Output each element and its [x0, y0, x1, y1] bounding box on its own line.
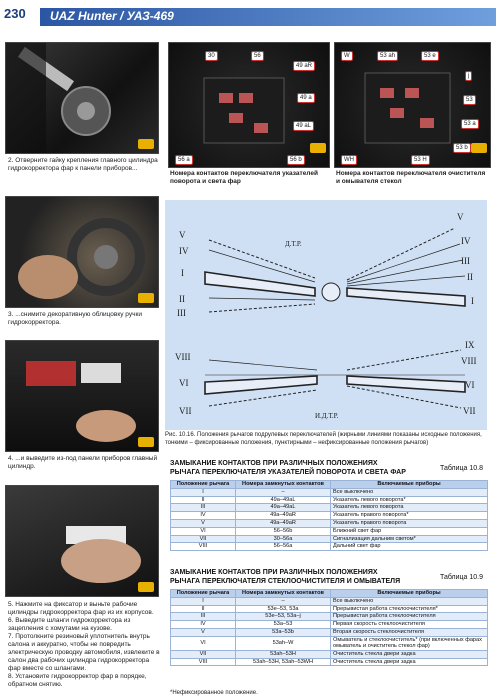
nut-wrench-illustration — [6, 43, 158, 153]
lever-position-label: I — [181, 268, 184, 278]
table-cell: – — [236, 597, 331, 605]
contact-label: j — [465, 71, 472, 81]
footnote: *Нефиксированное положение. — [170, 690, 258, 696]
table-header: Положение рычага — [171, 481, 236, 489]
table-cell: Указатель левого поворота — [331, 504, 488, 512]
table-cell: Омыватель и стеклоочиститель* (при включенных фарах омыватель и очиститель стекол фар) — [331, 636, 488, 650]
photo-marker-icon — [138, 437, 154, 447]
table-cell: – — [236, 488, 331, 496]
table-cell: 53ah–53H — [236, 650, 331, 658]
lever-position-label: I — [471, 296, 474, 306]
lever-position-label: II — [467, 272, 473, 282]
table-cell: 53a–53 — [236, 621, 331, 629]
table-header: Включаемые приборы — [331, 481, 488, 489]
table-header: Номера замкнутых контактов — [236, 590, 331, 598]
table-cell: Все выключено — [331, 597, 488, 605]
table-10-8-title-line2: РЫЧАГА ПЕРЕКЛЮЧАТЕЛЯ УКАЗАТЕЛЕЙ ПОВОРОТА И СВЕТА ФАР — [170, 469, 406, 476]
table-cell: Очиститель стекла двери задка — [331, 658, 488, 666]
photo-step-4 — [5, 340, 159, 452]
table-row — [171, 519, 488, 527]
table-header: Включаемые приборы — [331, 590, 488, 598]
table-row — [171, 605, 488, 613]
photo-step-5 — [5, 485, 159, 597]
figure-caption: Рис. 10.16. Положения рычагов подрулевых переключателей (жирными линиями показаны исходные положения, тонкими – фиксированные положения, пунктирными – нефиксированные положения рычагов) — [165, 432, 482, 446]
left-switch-caption: Номера контактов переключателя указателей поворота и света фар — [170, 170, 318, 185]
lever-position-label: IX — [465, 340, 475, 350]
table-row — [171, 535, 488, 543]
table-10-9-title-line2: РЫЧАГА ПЕРЕКЛЮЧАТЕЛЯ СТЕКЛООЧИСТИТЕЛЯ И ОМЫВАТЕЛЯ — [170, 578, 401, 585]
table-row — [171, 636, 488, 650]
photo-marker-icon — [471, 143, 487, 153]
step-4-text: 4. ...и выведите из-под панели приборов главный цилиндр. — [8, 455, 158, 470]
table-cell: Указатель левого поворота* — [331, 496, 488, 504]
table-cell: VII — [171, 650, 236, 658]
table-cell: VI — [171, 527, 236, 535]
step-5-text: 5. Нажмите на фиксатор и выньте рабочие цилиндры гидрокорректора фар из их корпусов. — [8, 601, 154, 616]
table-cell: II — [171, 496, 236, 504]
photo-marker-icon — [138, 139, 154, 149]
table-cell: 30–56a — [236, 535, 331, 543]
table-cell: III — [171, 613, 236, 621]
photo-marker-icon — [138, 582, 154, 592]
table-row — [171, 488, 488, 496]
table-cell: Дальний свет фар — [331, 543, 488, 551]
right-switch-caption: Номера контактов переключателя очистителя и омывателя стекол — [336, 170, 486, 185]
step-8-text: 8. Установите гидрокорректор фар в порядке, обратном снятию. — [8, 673, 147, 688]
contact-label: 30 — [205, 51, 218, 61]
table-10-9-number: Таблица 10.9 — [440, 574, 484, 581]
table-cell: 53e–53, 53a–j — [236, 613, 331, 621]
step-5-to-8-text — [8, 601, 160, 689]
contact-label: 56 — [251, 51, 264, 61]
table-cell: VIII — [171, 543, 236, 551]
table-cell: V — [171, 519, 236, 527]
table-cell: 49a–49aR — [236, 512, 331, 520]
table-row — [171, 527, 488, 535]
table-cell: 53ah–W — [236, 636, 331, 650]
table-header: Положение рычага — [171, 590, 236, 598]
table-row — [171, 650, 488, 658]
lever-position-label: V — [457, 212, 464, 222]
lever-position-label: VII — [463, 406, 476, 416]
table-cell: Первая скорость стеклоочистителя — [331, 621, 488, 629]
table-row — [171, 597, 488, 605]
fuse-box-illustration — [6, 341, 158, 451]
table-row — [171, 496, 488, 504]
figure-abbrev: Д.Т.Р. — [285, 240, 302, 248]
table-cell: 53e–53, 53a — [236, 605, 331, 613]
lever-position-label: II — [179, 294, 185, 304]
photo-marker-icon — [310, 143, 326, 153]
table-row — [171, 543, 488, 551]
table-cell: Вторая скорость стеклоочистителя — [331, 628, 488, 636]
table-cell: Все выключено — [331, 488, 488, 496]
table-cell: Указатель правого поворота* — [331, 512, 488, 520]
cylinder-hand-illustration — [6, 486, 158, 596]
table-cell: 53ah–53H, 53ah–53WH — [236, 658, 331, 666]
table-cell: 49a–49aL — [236, 504, 331, 512]
table-cell: VIII — [171, 658, 236, 666]
contact-label: 53 a — [461, 119, 479, 129]
contact-label: 53 H — [411, 155, 430, 165]
contact-label: 49 aL — [293, 121, 314, 131]
table-row — [171, 504, 488, 512]
lever-position-label: III — [177, 308, 186, 318]
figure-abbrev: И.Д.Т.Р. — [315, 412, 339, 420]
photo-wiper-switch — [334, 42, 491, 168]
contact-label: 53 e — [421, 51, 439, 61]
table-cell: Ближний свет фар — [331, 527, 488, 535]
table-cell: IV — [171, 512, 236, 520]
contact-label: 49 a — [297, 93, 315, 103]
table-cell: II — [171, 605, 236, 613]
table-10-8-title-line1: ЗАМЫКАНИЕ КОНТАКТОВ ПРИ РАЗЛИЧНЫХ ПОЛОЖЕНИЯХ — [170, 460, 378, 467]
table-10-9-title-line1: ЗАМЫКАНИЕ КОНТАКТОВ ПРИ РАЗЛИЧНЫХ ПОЛОЖЕНИЯХ — [170, 569, 378, 576]
photo-step-2 — [5, 42, 159, 154]
lever-position-label: IV — [179, 246, 189, 256]
contact-label: WH — [341, 155, 357, 165]
table-row — [171, 621, 488, 629]
table-10-9 — [170, 589, 488, 666]
lever-position-label: III — [461, 256, 470, 266]
table-cell: Прерывистая работа стеклоочистителя* — [331, 605, 488, 613]
page-number: 230 — [4, 6, 26, 21]
table-row — [171, 628, 488, 636]
table-row — [171, 613, 488, 621]
page-title: UAZ Hunter / УАЗ-469 — [50, 9, 174, 23]
table-row — [171, 658, 488, 666]
table-header-row — [171, 590, 488, 598]
contact-label: 53 b — [453, 143, 471, 153]
photo-turn-signal-switch — [168, 42, 330, 168]
table-cell: Указатель правого поворота — [331, 519, 488, 527]
lever-position-label: VII — [179, 406, 192, 416]
table-cell: 49a–49aL — [236, 496, 331, 504]
lever-positions-diagram — [165, 200, 487, 430]
table-cell: 53a–53b — [236, 628, 331, 636]
lever-position-label: VI — [179, 378, 189, 388]
contact-label: 56 a — [175, 155, 193, 165]
contact-label: 53 ah — [377, 51, 398, 61]
table-header: Номера замкнутых контактов — [236, 481, 331, 489]
table-cell: 56–56b — [236, 527, 331, 535]
table-cell: III — [171, 504, 236, 512]
step-3-text: 3. ...снимите декоративную облицовку ручки гидрокорректора. — [8, 311, 142, 326]
table-cell: Сигнализация дальним светом* — [331, 535, 488, 543]
contact-label: 56 b — [287, 155, 305, 165]
contact-label: 53 — [463, 95, 476, 105]
table-10-8-number: Таблица 10.8 — [440, 465, 484, 472]
lever-position-label: VIII — [461, 356, 477, 366]
table-cell: Очиститель стекла двери задка — [331, 650, 488, 658]
table-cell: 49a–49aR — [236, 519, 331, 527]
photo-step-3 — [5, 196, 159, 308]
lever-position-label: VI — [465, 380, 475, 390]
table-cell: 56–56a — [236, 543, 331, 551]
table-cell: VII — [171, 535, 236, 543]
table-cell: VI — [171, 636, 236, 650]
table-cell: IV — [171, 621, 236, 629]
lever-positions-figure — [165, 200, 487, 430]
step-7-text: 7. Протолкните резиновый уплотнитель внутрь салона и аккуратно, чтобы не повредить электрическую проводку автомобиля, извлеките в салон два рабочих цилиндра гидрокорректора фар вместе со шлангами. — [8, 633, 160, 672]
lever-position-label: V — [179, 230, 186, 240]
table-cell: I — [171, 597, 236, 605]
page-header — [0, 0, 496, 30]
step-6-text: 6. Выведите шланги гидрокорректора из зацепления с хомутами на кузове. — [8, 617, 131, 632]
lever-position-label: VIII — [175, 352, 191, 362]
hand-ring-illustration — [6, 197, 158, 307]
lever-position-label: IV — [461, 236, 471, 246]
step-2-text: 2. Отверните гайку крепления главного цилиндра гидрокорректора фар к панели приборов... — [8, 157, 158, 172]
table-cell: V — [171, 628, 236, 636]
contact-label: W — [341, 51, 353, 61]
photo-marker-icon — [138, 293, 154, 303]
contact-label: 49 aR — [293, 61, 315, 71]
table-cell: I — [171, 488, 236, 496]
table-row — [171, 512, 488, 520]
table-header-row — [171, 481, 488, 489]
table-10-8 — [170, 480, 488, 551]
table-cell: Прерывистая работа стеклоочистителя — [331, 613, 488, 621]
